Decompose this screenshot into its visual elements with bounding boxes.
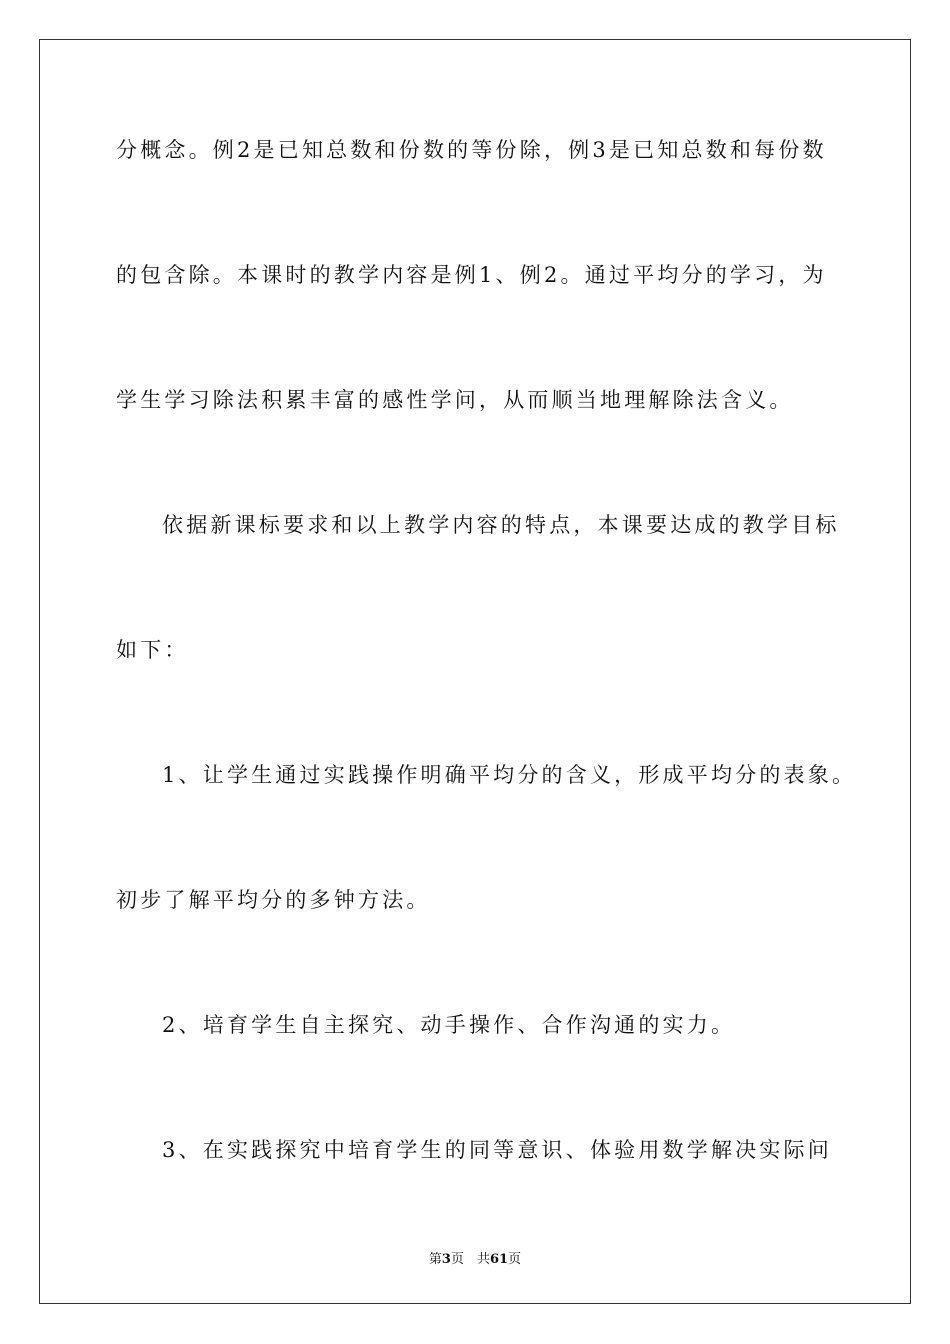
text-line: 1、让学生通过实践操作明确平均分的含义，形成平均分的表象。 <box>162 763 857 787</box>
page-suffix: 页 <box>508 1252 522 1267</box>
page-footer <box>0 1248 950 1267</box>
page-prefix: 第 <box>428 1252 442 1267</box>
text-line: 分概念。例2是已知总数和份数的等份除，例3是已知总数和每份数 <box>116 138 827 162</box>
page-mid: 页 共 <box>450 1252 490 1267</box>
text-line: 如下： <box>116 638 189 662</box>
page-number: 3 <box>441 1252 451 1267</box>
text-line: 2、培育学生自主探究、动手操作、合作沟通的实力。 <box>162 1013 736 1037</box>
text-line: 的包含除。本课时的教学内容是例1、例2。通过平均分的学习，为 <box>116 263 827 287</box>
text-line: 学生学习除法积累丰富的感性学问，从而顺当地理解除法含义。 <box>116 388 794 412</box>
text-line: 初步了解平均分的多钟方法。 <box>116 888 431 912</box>
text-line: 3、在实践探究中培育学生的同等意识、体验用数学解决实际问 <box>162 1138 832 1162</box>
total-pages: 61 <box>489 1252 509 1267</box>
text-line: 依据新课标要求和以上教学内容的特点，本课要达成的教学目标 <box>162 513 840 537</box>
page-frame <box>39 39 911 1304</box>
